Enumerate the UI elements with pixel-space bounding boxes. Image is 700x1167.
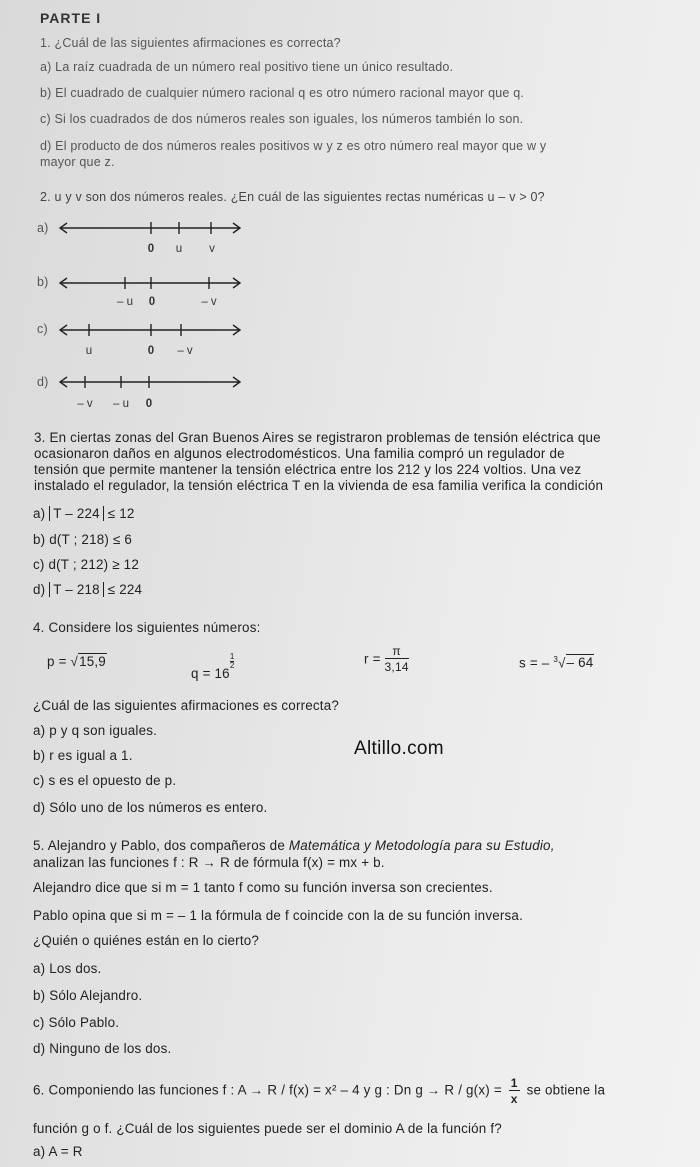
q5-stem-line3: Alejandro dice que si m = 1 tanto f como su función inversa son crecientes. <box>33 880 493 895</box>
q4-p-radicand: 15,9 <box>79 654 106 669</box>
q6-fraction: $\frac{1}{x}$ <box>510 1076 518 1106</box>
q2-option-b-label: b) <box>37 275 49 289</box>
q3-option-b: b) d(T ; 218) ≤ 6 <box>33 532 133 547</box>
watermark-text: Altillo.com <box>354 738 444 759</box>
q2-a-tick-label: v <box>209 243 215 255</box>
q5-option-d: d) Ninguno de los dos. <box>33 1041 172 1056</box>
part-title: PARTE I <box>40 10 102 26</box>
cube-root-icon: √ <box>557 655 566 671</box>
q4-option-a: a) p y q son iguales. <box>33 723 158 738</box>
q2-option-d-label: d) <box>37 375 49 389</box>
q4-option-b: b) r es igual a 1. <box>33 748 133 763</box>
sqrt-icon: √ <box>70 654 79 669</box>
q4-r-lhs: r = <box>364 651 381 667</box>
q3-option-d-letter: d) <box>33 582 46 597</box>
q1-option-b: b) El cuadrado de cualquier número racional q es otro número racional mayor que q. <box>40 86 525 100</box>
q2-a-tick-label: u <box>175 243 183 255</box>
q4-s-root-index: 3 <box>553 655 558 664</box>
q4-q-exponent: 1 2 <box>229 652 235 670</box>
q4-r-expression <box>364 645 409 673</box>
q2-stem: 2. u y v son dos números reales. ¿En cuál de las siguientes rectas numéricas u – v > 0? <box>40 190 545 204</box>
q3-option-a-abs: T – 224 <box>49 506 104 521</box>
q3-option-c: c) d(T ; 212) ≥ 12 <box>33 557 139 572</box>
q5-question: ¿Quién o quiénes están en lo cierto? <box>33 933 260 948</box>
q2-number-line-d <box>55 372 245 412</box>
q4-option-c: c) s es el opuesto de p. <box>33 773 177 788</box>
q4-p-lhs: p = <box>47 654 67 669</box>
q5-stem-line4: Pablo opina que si m = – 1 la fórmula de f coincide con la de su función inversa. <box>33 908 523 923</box>
q5-option-a: a) Los dos. <box>33 961 102 976</box>
q2-b-tick-label: – v <box>201 296 217 308</box>
q4-q-expression <box>191 653 234 681</box>
q1-option-d-line1: d) El producto de dos números reales positivos w y z es otro número real mayor que w y <box>40 139 547 153</box>
q4-question: ¿Cuál de las siguientes afirmaciones es correcta? <box>33 698 340 713</box>
q1-stem: 1. ¿Cuál de las siguientes afirmaciones es correcta? <box>40 36 341 50</box>
q2-option-c-label: c) <box>37 322 48 336</box>
q2-option-a-label: a) <box>37 221 49 235</box>
q2-number-line-a <box>55 218 245 260</box>
q3-stem-line3: tensión que permite mantener la tensión eléctrica entre los 212 y los 224 voltios. Una vez <box>34 462 582 477</box>
q4-p-repeating-digit: 9 <box>98 654 106 669</box>
q4-s-lhs: s = – <box>519 655 550 671</box>
q2-b-tick-label: 0 <box>148 296 156 308</box>
q5-stem-line2: analizan las funciones f : R → R de fórmula f(x) = mx + b. <box>33 855 385 870</box>
q4-p-expression <box>47 654 107 669</box>
q6-option-a: a) A = R <box>33 1144 83 1159</box>
q1-option-a: a) La raíz cuadrada de un número real positivo tiene un único resultado. <box>40 60 454 74</box>
q6-stem-line2: función g o f. ¿Cuál de los siguientes puede ser el dominio A de la función f? <box>33 1121 502 1136</box>
q2-d-tick-label: 0 <box>145 398 153 410</box>
q4-s-expression <box>519 655 594 670</box>
q5-stem-line1: 5. Alejandro y Pablo, dos compañeros de Matemática y Metodología para su Estudio, <box>33 838 555 853</box>
q2-c-tick-label: – v <box>177 345 193 357</box>
q3-option-a <box>33 506 135 521</box>
q4-stem: 4. Considere los siguientes números: <box>33 620 261 635</box>
q3-stem-line4: instalado el regulador, la tensión eléctrica T en la vivienda de esa familia verifica la condición <box>34 478 604 493</box>
q1-option-d-line2: mayor que z. <box>40 155 115 169</box>
q2-c-tick-label: u <box>85 345 93 357</box>
q4-q-base: q = 16 <box>191 666 230 681</box>
q4-option-d: d) Sólo uno de los números es entero. <box>33 800 268 815</box>
q3-stem-line2: ocasionaron daños en algunos electrodomésticos. Una familia compró un regulador de <box>34 446 565 461</box>
q5-option-b: b) Sólo Alejandro. <box>33 988 143 1003</box>
q2-d-tick-label: – v <box>77 398 93 410</box>
q2-c-tick-label: 0 <box>147 345 155 357</box>
q4-r-fraction: $\frac{\pi}{3,14}$ <box>384 644 409 674</box>
q2-b-tick-label: – u <box>117 296 133 308</box>
q2-number-line-b <box>55 273 245 313</box>
q3-option-d-abs: T – 218 <box>49 582 104 597</box>
q3-option-d <box>33 582 142 597</box>
q2-a-tick-label: 0 <box>147 243 155 255</box>
q3-option-d-rhs: ≤ 224 <box>107 582 143 597</box>
q1-option-c: c) Si los cuadrados de dos números reales son iguales, los números también lo son. <box>40 112 524 126</box>
q6-stem-line1: 6. Componiendo las funciones f : A → R / f(x) = x² – 4 y g : Dn g → R / g(x) = $\frac{1}{x}$ se obtiene la <box>33 1076 606 1106</box>
q2-number-line-c <box>55 320 245 360</box>
q3-option-a-letter: a) <box>33 506 46 521</box>
q3-option-a-rhs: ≤ 12 <box>107 506 135 521</box>
q4-s-radicand: – 64 <box>566 655 594 671</box>
q3-stem-line1: 3. En ciertas zonas del Gran Buenos Aires se registraron problemas de tensión eléctrica que <box>34 430 601 445</box>
q2-d-tick-label: – u <box>113 398 129 410</box>
q5-option-c: c) Sólo Pablo. <box>33 1015 120 1030</box>
